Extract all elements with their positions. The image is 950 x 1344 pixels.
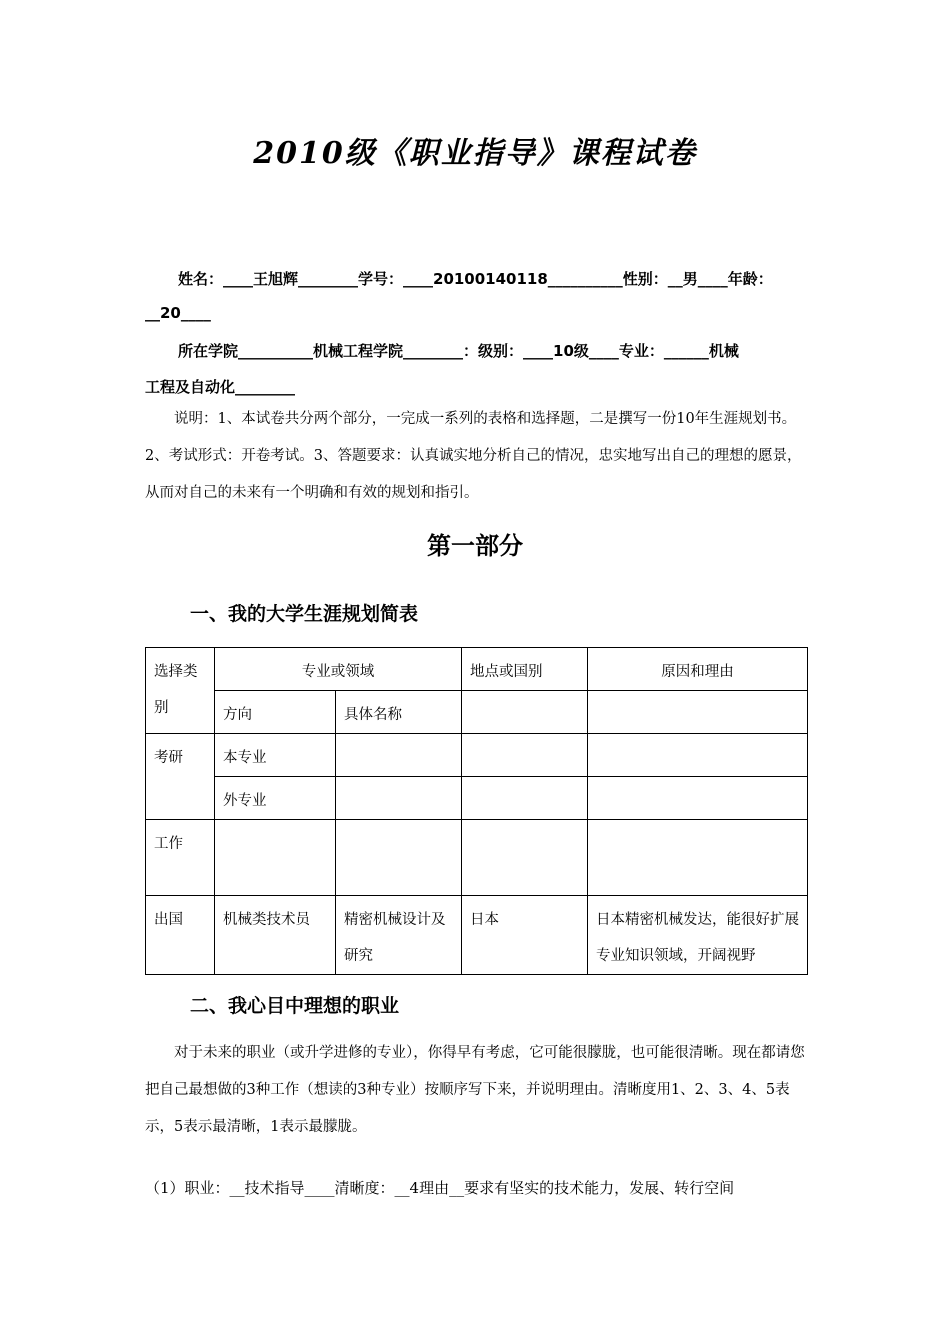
empty-cell: [462, 777, 588, 820]
header-direction: 方向: [215, 691, 336, 734]
abroad-direction: 机械类技术员: [215, 896, 336, 975]
exam-title: 2010级《职业指导》课程试卷: [253, 136, 697, 171]
part-title: 第一部分: [427, 531, 523, 560]
info-line-1: 姓名：____王旭辉________学号：____20100140118__________性别：__男____年龄：: [178, 270, 773, 288]
abroad-reason: 日本精密机械发达，能很好扩展专业知识领域，开阔视野: [588, 896, 808, 975]
empty-cell: [588, 691, 808, 734]
empty-cell: [462, 820, 588, 896]
empty-cell: [336, 820, 462, 896]
section-2-heading: 二、我心目中理想的职业: [190, 995, 400, 1017]
abroad-location: 日本: [462, 896, 588, 975]
empty-cell: [462, 691, 588, 734]
ideal-career-paragraph: 对于未来的职业（或升学进修的专业），你得早有考虑，它可能很朦胧，也可能很清晰。现在都请您把自己最想做的3种工作（想读的3种专业）按顺序写下来，并说明理由。清晰度用1、2、3、4、5表示，5表示最清晰，1表示最朦胧。: [145, 1045, 805, 1135]
row-label-abroad: 出国: [146, 896, 215, 975]
row-label-work: 工作: [146, 820, 215, 896]
empty-cell: [588, 777, 808, 820]
empty-cell: [336, 734, 462, 777]
header-name: 具体名称: [336, 691, 462, 734]
empty-cell: [588, 820, 808, 896]
header-location: 地点或国别: [462, 648, 588, 691]
header-category: 选择类别: [146, 648, 215, 734]
info-line-4: 工程及自动化________: [145, 378, 296, 396]
empty-cell: [462, 734, 588, 777]
kaoyan-own-major: 本专业: [215, 734, 336, 777]
info-line-3: 所在学院__________机械工程学院________：级别：____10级____专业：______机械: [178, 342, 739, 360]
info-line-2: __20____: [145, 304, 211, 322]
row-label-kaoyan: 考研: [146, 734, 215, 820]
header-field: 专业或领域: [215, 648, 462, 691]
career-plan-table: [145, 647, 808, 975]
empty-cell: [215, 820, 336, 896]
empty-cell: [588, 734, 808, 777]
header-reason: 原因和理由: [588, 648, 808, 691]
intro-paragraph: 说明：1、本试卷共分两个部分，一完成一系列的表格和选择题，二是撰写一份10年生涯规划书。2、考试形式：开卷考试。3、答题要求：认真诚实地分析自己的情况，忠实地写出自己的理想的愿景，从而对自己的未来有一个明确和有效的规划和指引。: [145, 411, 802, 501]
section-1-heading: 一、我的大学生涯规划简表: [190, 603, 419, 625]
abroad-name: 精密机械设计及研究: [336, 896, 462, 975]
career-item-1: （1）职业：__技术指导____清晰度：__4理由__要求有坚实的技术能力，发展、转行空间: [145, 1179, 735, 1197]
empty-cell: [336, 777, 462, 820]
kaoyan-other-major: 外专业: [215, 777, 336, 820]
